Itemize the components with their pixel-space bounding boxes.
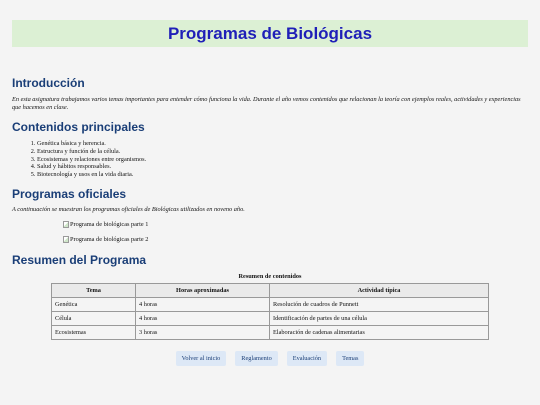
table-header-row	[52, 284, 489, 298]
column-header: Tema	[52, 284, 136, 298]
topics-button[interactable]: Temas	[336, 351, 364, 366]
summary-heading: Resumen del Programa	[12, 253, 147, 267]
contents-list	[12, 140, 146, 179]
table-cell: Identificación de partes de una célula	[270, 312, 489, 326]
evaluation-button[interactable]: Evaluación	[287, 351, 327, 366]
page	[0, 20, 540, 47]
table-cell: Resolución de cuadros de Punnett	[270, 298, 489, 312]
table-row	[52, 326, 489, 340]
list-item: 4. Salud y hábitos responsables.	[37, 163, 146, 171]
list-item: 1. Genética básica y herencia.	[37, 140, 146, 148]
back-home-button[interactable]: Volver al inicio	[176, 351, 227, 366]
programs-text: A continuación se muestran los programas oficiales de Biológicas utilizados en noveno año.	[12, 206, 245, 213]
image-alt-text: Programa de biológicas parte 2	[70, 236, 149, 243]
programs-heading: Programas oficiales	[12, 187, 127, 201]
contents-heading: Contenidos principales	[12, 120, 145, 134]
broken-image-icon	[63, 221, 69, 228]
summary-table	[51, 283, 489, 340]
list-item: 2. Estructura y función de la célula.	[37, 148, 146, 156]
table-caption: Resumen de contenidos	[238, 273, 302, 280]
list-item: 3. Ecosistemas y relaciones entre organismos.	[37, 156, 146, 164]
table-cell: 4 horas	[136, 312, 270, 326]
image-alt-text: Programa de biológicas parte 1	[70, 221, 149, 228]
title-bar	[12, 20, 528, 47]
column-header: Horas aproximadas	[136, 284, 270, 298]
nav-buttons	[0, 351, 540, 366]
table-cell: Célula	[52, 312, 136, 326]
table-row	[52, 298, 489, 312]
table-cell: 4 horas	[136, 298, 270, 312]
table-cell: 3 horas	[136, 326, 270, 340]
broken-image-icon	[63, 236, 69, 243]
table-row	[52, 312, 489, 326]
program-image-2	[63, 236, 148, 243]
column-header: Actividad típica	[270, 284, 489, 298]
intro-text: En esta asignatura trabajamos varios temas importantes para entender cómo funciona la vida. Durante el año vemos contenidos que relacionan la teoría con ejemplos reales, actividades y experiencias que hacemos en clase.	[12, 96, 521, 111]
table-cell: Ecosistemas	[52, 326, 136, 340]
rules-button[interactable]: Reglamento	[235, 351, 277, 366]
list-item: 5. Biotecnología y usos en la vida diaria.	[37, 171, 146, 179]
table-cell: Elaboración de cadenas alimentarias	[270, 326, 489, 340]
table-cell: Genética	[52, 298, 136, 312]
page-title: Programas de Biológicas	[167, 23, 373, 43]
intro-heading: Introducción	[12, 76, 85, 90]
program-image-1	[63, 221, 148, 228]
